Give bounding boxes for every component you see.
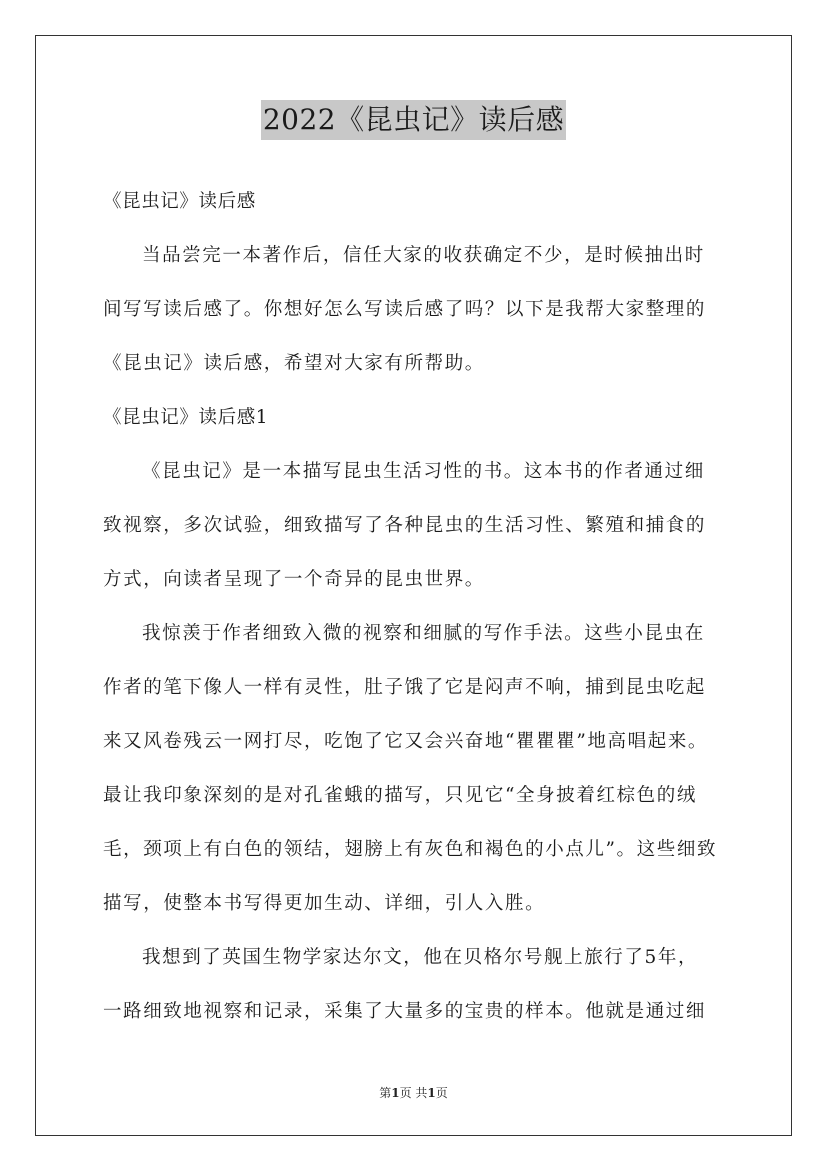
footer-prefix: 第: [379, 1086, 392, 1100]
paragraph-line: 当品尝完一本著作后，信任大家的收获确定不少，是时候抽出时: [142, 245, 705, 266]
page-number: 1: [391, 1086, 400, 1100]
paragraph-line: 《昆虫记》读后感，希望对大家有所帮助。: [103, 353, 485, 374]
paragraph-line: 一路细致地视察和记录，采集了大量多的宝贵的样本。他就是通过细: [103, 1001, 707, 1022]
paragraph-line: 我惊羡于作者细致入微的视察和细腻的写作手法。这些小昆虫在: [142, 623, 705, 644]
page-footer: [0, 1084, 827, 1101]
paragraph-line: 最让我印象深刻的是对孔雀蛾的描写，只见它“全身披着红棕色的绒: [103, 785, 697, 806]
total-pages: 1: [427, 1086, 436, 1100]
paragraph-line: 间写写读后感了。你想好怎么写读后感了吗？以下是我帮大家整理的: [103, 299, 707, 320]
paragraph-line: 致视察，多次试验，细致描写了各种昆虫的生活习性、繁殖和捕食的: [103, 515, 707, 536]
document-title: 2022《昆虫记》读后感: [261, 100, 566, 140]
paragraph-line: 毛，颈项上有白色的领结，翅膀上有灰色和褐色的小点儿”。这些细致: [103, 839, 718, 860]
paragraph-line: 来又风卷残云一网打尽，吃饱了它又会兴奋地“瞿瞿瞿”地高唱起来。: [103, 731, 709, 752]
footer-page-suffix: 页 共: [399, 1086, 428, 1100]
paragraph-line: 作者的笔下像人一样有灵性，肚子饿了它是闷声不响，捕到昆虫吃起: [103, 677, 707, 698]
paragraph-line: 方式，向读者呈现了一个奇异的昆虫世界。: [103, 569, 485, 590]
paragraph-line: 我想到了英国生物学家达尔文，他在贝格尔号舰上旅行了5年，: [142, 947, 699, 968]
footer-total-suffix: 页: [435, 1086, 448, 1100]
section-heading: 《昆虫记》读后感1: [103, 407, 269, 428]
section-heading: 《昆虫记》读后感: [103, 191, 256, 212]
paragraph-line: 《昆虫记》是一本描写昆虫生活习性的书。这本书的作者通过细: [142, 461, 705, 482]
title-container: [0, 100, 827, 140]
document-body: [103, 175, 735, 1039]
paragraph-line: 描写，使整本书写得更加生动、详细，引人入胜。: [103, 893, 546, 914]
